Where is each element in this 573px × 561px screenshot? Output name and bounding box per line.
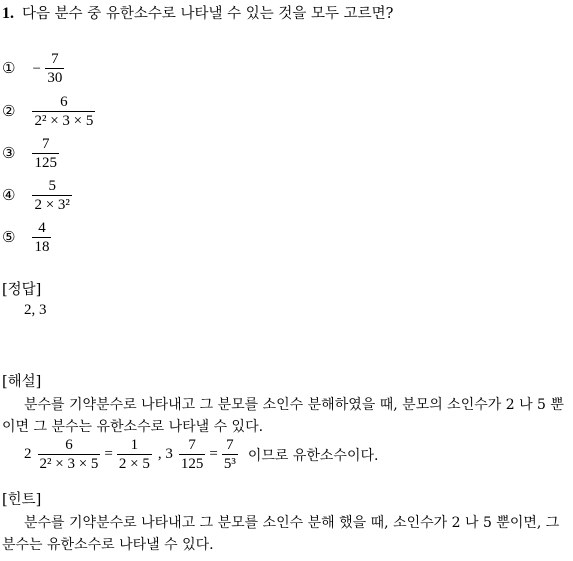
numerator: 1 [130,437,139,453]
answer-value: 2, 3 [24,302,47,318]
explanation-label: [해설] [2,374,42,390]
explanation-math [24,436,378,473]
option-marker: ① [2,58,16,77]
option-4 [2,177,72,214]
answer-label: [정답] [2,282,42,298]
denominator: 125 [34,155,57,171]
numerator: 6 [60,94,68,110]
question-text: 다음 분수 중 유한소수로 나타낼 수 있는 것을 모두 고르면? [22,6,394,22]
denominator: 125 [180,456,204,472]
denominator: 2² × 3 × 5 [39,456,99,472]
denominator: 5³ [223,456,236,472]
option-marker: ③ [2,143,16,162]
option-marker: ⑤ [2,227,16,246]
fraction [32,135,59,172]
fraction [32,219,51,256]
equals-sign: = [104,446,113,462]
math-separator: , 3 [157,446,173,462]
numerator: 7 [188,437,196,453]
numerator: 7 [51,51,59,67]
option-marker: ④ [2,185,16,204]
fraction [179,436,206,473]
hint-label: [힌트] [2,492,42,508]
fraction [38,436,101,473]
denominator: 30 [47,70,63,86]
option-marker: ② [2,101,16,120]
question [2,2,393,23]
numerator: 5 [48,178,56,194]
explanation-text: 분수를 기약분수로 나타내고 그 분모를 소인수 분해하였을 때, 분모의 소인수가 2 나 5 뿐이면 그 분수는 유한소수로 나타낼 수 있다. [2,397,564,435]
math-suffix: 이므로 유한소수이다. [247,447,379,464]
numerator: 7 [41,136,50,152]
numerator: 6 [65,437,73,453]
hint-text: 분수를 기약분수로 나타내고 그 분모를 소인수 분해 했을 때, 소인수가 2 나 5 뿐이면, 그 분수는 유한소수로 나타낼 수 있다. [2,515,560,553]
denominator: 2 × 3² [34,197,70,213]
option-3 [2,135,59,172]
fraction [32,177,71,214]
numerator: 7 [226,437,234,453]
option-1 [2,50,64,87]
option-2 [2,93,95,130]
numerator: 4 [38,220,46,236]
question-number: 1. [2,5,14,22]
denominator: 2 × 5 [118,456,150,472]
fraction [117,436,152,473]
fraction [45,50,64,87]
option-5 [2,219,51,256]
option-sign: − [32,60,41,77]
fraction [222,436,238,473]
equals-sign: = [209,446,218,462]
denominator: 2² × 3 × 5 [34,113,94,129]
math-prefix: 2 [24,446,32,462]
fraction [32,93,95,130]
denominator: 18 [34,239,50,255]
